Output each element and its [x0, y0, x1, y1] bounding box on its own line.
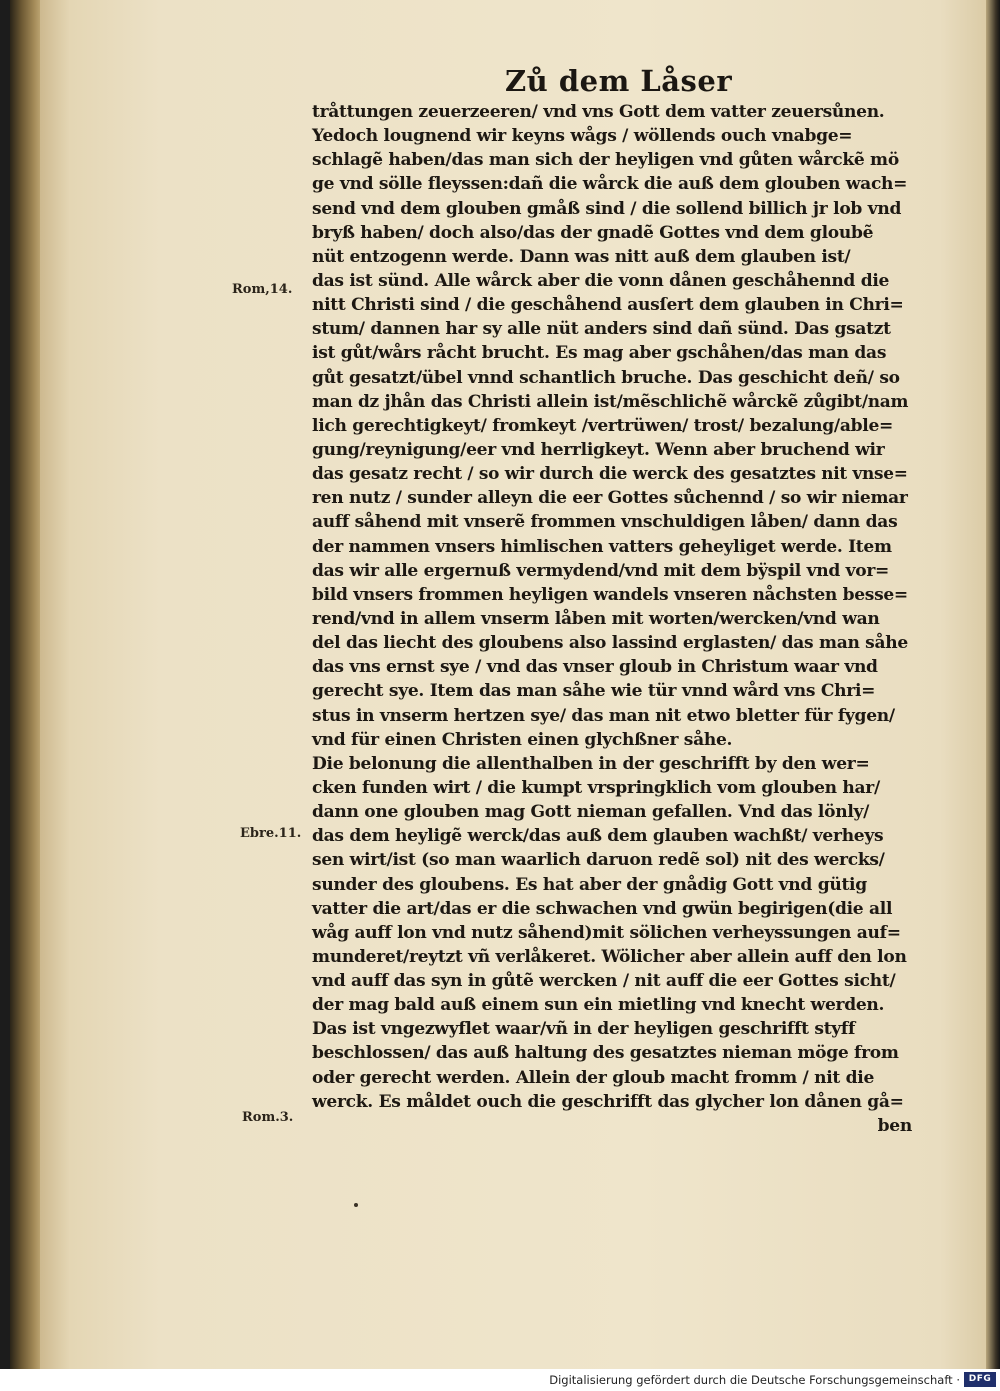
text-line: bild vnsers frommen heyligen wandels vnseren nåchsten besse=	[312, 584, 908, 605]
text-line: stus in vnserm hertzen sye/ das man nit etwo bletter für fygen/	[312, 705, 895, 726]
text-line: tråttungen zeuerzeeren/ vnd vns Gott dem vatter zeuersůnen.	[312, 102, 885, 122]
text-line: gung/reynigung/eer vnd herrligkeyt. Wenn aber bruchend wir	[312, 439, 885, 460]
text-line: Das ist vngezwyflet waar/vñ in der heyligen geschrifft styff	[312, 1019, 856, 1040]
text-line: cken funden wirt / die kumpt vrspringklich vom glouben har/	[312, 777, 880, 798]
margin-note: Rom.3.	[242, 1110, 294, 1125]
text-line: ge vnd sölle fleyssen:dañ die wårck die auß dem glouben wach=	[312, 174, 908, 195]
text-line: nüt entzogenn werde. Dann was nitt auß dem glauben ist/	[312, 246, 851, 267]
text-line: munderet/reytzt vñ verlåkeret. Wölicher aber allein auff den lon	[312, 946, 907, 967]
text-line: gerecht sye. Item das man såhe wie tür vnnd wård vns Chri=	[312, 681, 876, 702]
text-line: Die belonung die allenthalben in der geschrifft by den wer=	[312, 753, 870, 774]
text-line: man dz jhån das Christi allein ist/mẽschlichẽ wårckẽ zůgibt/nam	[312, 391, 909, 412]
text-line: dann one glouben mag Gott nieman gefallen. Vnd das lönly/	[312, 802, 870, 823]
text-line: oder gerecht werden. Allein der gloub macht fromm / nit die	[312, 1067, 875, 1088]
text-line: sunder des gloubens. Es hat aber der gnådig Gott vnd gütig	[312, 874, 867, 895]
text-line: das ist sünd. Alle wårck aber die vonn dånen geschåhennd die	[312, 270, 890, 291]
text-line: gůt gesatzt/übel vnnd schantlich bruche. Das geschicht deñ/ so	[312, 367, 900, 388]
catchword: ben	[877, 1115, 912, 1136]
page-left-edge	[10, 0, 42, 1369]
running-head: Zů dem Låser	[505, 64, 733, 98]
text-line: vnd für einen Christen einen glychßner såhe.	[312, 729, 733, 750]
text-line: das vns ernst sye / vnd das vnser gloub in Christum waar vnd	[312, 657, 878, 678]
funding-credit: Digitalisierung gefördert durch die Deutsche Forschungsgemeinschaft ·	[549, 1373, 960, 1387]
dfg-logo: DFG	[964, 1372, 996, 1387]
text-line: werck. Es måldet ouch die geschrifft das glycher lon dånen gå=	[312, 1091, 904, 1112]
text-line: bryß haben/ doch also/das der gnadẽ Gottes vnd dem gloubẽ	[312, 222, 874, 243]
margin-note: Rom,14.	[232, 282, 293, 297]
margin-note: Ebre.11.	[240, 826, 302, 841]
text-line: del das liecht des gloubens also lassind erglasten/ das man såhe	[312, 633, 908, 654]
text-line: sen wirt/ist (so man waarlich daruon redẽ sol) nit des wercks/	[312, 850, 885, 871]
body-text	[312, 100, 912, 1138]
text-line: lich gerechtigkeyt/ fromkeyt /vertrüwen/ trost/ bezalung/able=	[312, 415, 894, 436]
text-line: wåg auff lon vnd nutz såhend)mit sölichen verheyssungen auf=	[312, 922, 901, 943]
text-line: vnd auff das syn in gůtẽ wercken / nit auff die eer Gottes sicht/	[312, 971, 896, 992]
text-line: nitt Christi sind / die geschåhend ausſert dem glauben in Chri=	[312, 295, 904, 316]
text-line: stum/ dannen har sy alle nüt anders sind dañ sünd. Das gsatzt	[312, 319, 891, 340]
text-line: der nammen vnsers himlischen vatters geheyliget werde. Item	[312, 536, 892, 557]
page-right-edge	[986, 0, 1000, 1369]
text-line: das dem heyligẽ werck/das auß dem glauben wachßt/ verheys	[312, 826, 884, 847]
text-line: Yedoch lougnend wir keyns wågs / wöllends ouch vnabge=	[312, 126, 853, 147]
text-line: vatter die art/das er die schwachen vnd gwün begirigen(die all	[312, 898, 893, 919]
text-line: rend/vnd in allem vnserm låben mit worten/wercken/vnd wan	[312, 608, 880, 629]
text-line: das gesatz recht / so wir durch die werck des gesatztes nit vnse=	[312, 464, 908, 485]
text-line: send vnd dem glouben gmåß sind / die sollend billich jr lob vnd	[312, 198, 902, 219]
text-line: beschlossen/ das auß haltung des gesatztes nieman möge from	[312, 1043, 899, 1064]
text-line: ren nutz / sunder alleyn die eer Gottes sůchennd / so wir niemar	[312, 488, 908, 509]
text-line: das wir alle ergernuß vermydend/vnd mit dem bÿspil vnd vor=	[312, 560, 890, 581]
ink-spot	[354, 1203, 358, 1207]
text-line: der mag bald auß einem sun ein mietling vnd knecht werden.	[312, 995, 885, 1016]
text-line: ist gůt/wårs råcht brucht. Es mag aber gschåhen/das man das	[312, 343, 887, 364]
digitization-footer	[0, 1369, 1000, 1391]
text-line: auff såhend mit vnserẽ frommen vnschuldigen låben/ dann das	[312, 512, 898, 533]
text-line: schlagẽ haben/das man sich der heyligen vnd gůten wårckẽ mö	[312, 150, 899, 171]
